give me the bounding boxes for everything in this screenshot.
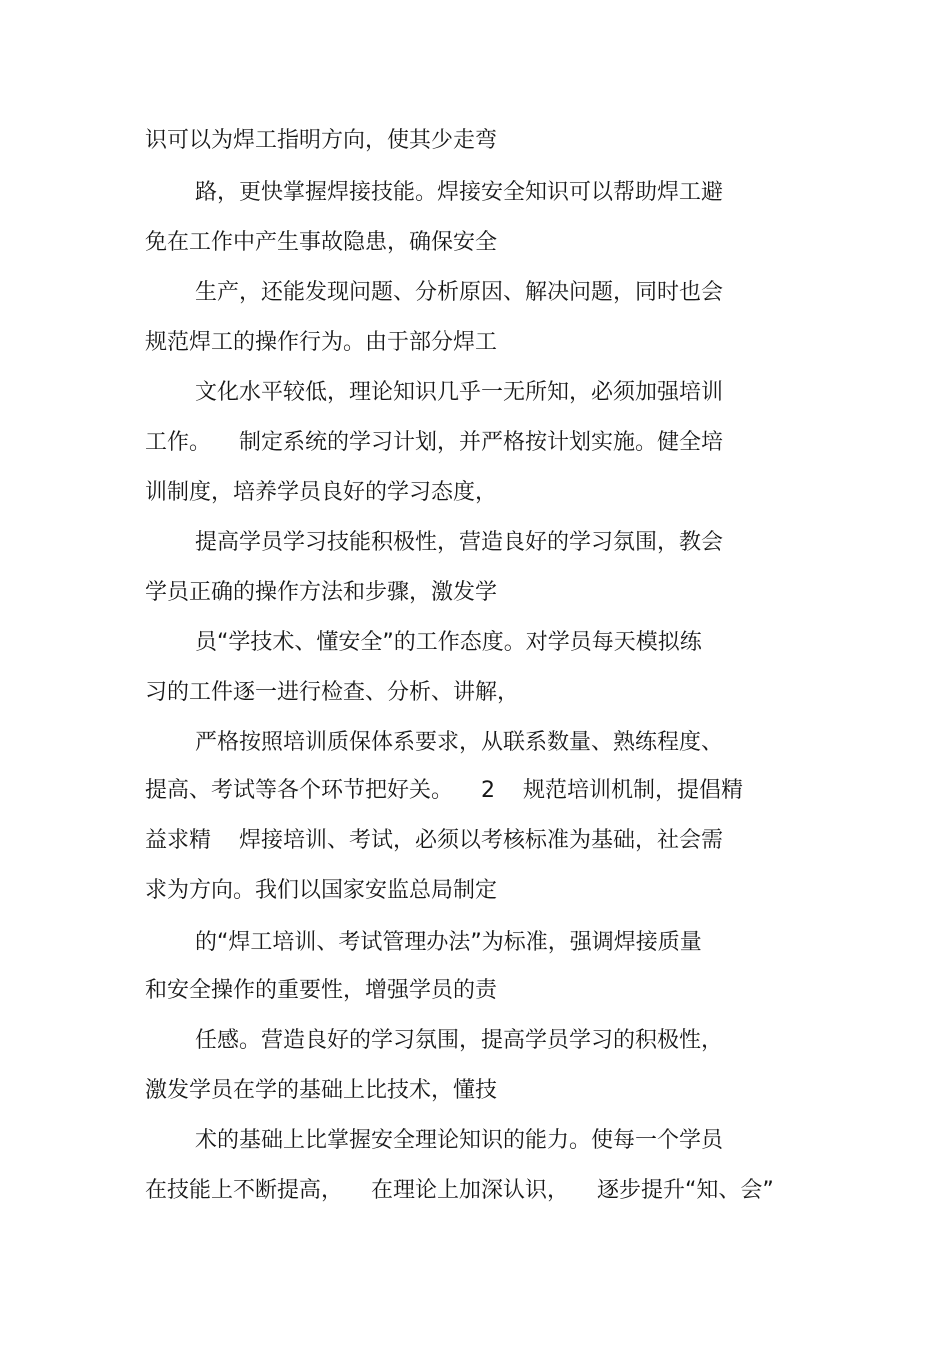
text-line: 免在工作中产生事故隐患，确保安全	[145, 230, 498, 255]
text-line: 生产，还能发现问题、分析原因、解决问题，同时也会	[195, 280, 724, 305]
text-line: 提高学员学习技能积极性，营造良好的学习氛围，教会	[195, 530, 724, 555]
text-line: 识可以为焊工指明方向，使其少走弯	[145, 128, 498, 153]
text-line: 求为方向。我们以国家安监总局制定	[145, 878, 498, 903]
text-line: 激发学员在学的基础上比技术，懂技	[145, 1078, 498, 1103]
text-line: 习的工件逐一进行检查、分析、讲解，	[145, 680, 520, 705]
text-line: 文化水平较低，理论知识几乎一无所知，必须加强培训	[195, 380, 724, 405]
text-line: 术的基础上比掌握安全理论知识的能力。使每一个学员	[195, 1128, 724, 1153]
text-line: 训制度，培养学员良好的学习态度，	[145, 480, 498, 505]
text-line: 和安全操作的重要性，增强学员的责	[145, 978, 498, 1003]
text-line: 益求精 焊接培训、考试，必须以考核标准为基础，社会需	[145, 828, 723, 853]
text-line: 路，更快掌握焊接技能。焊接安全知识可以帮助焊工避	[195, 180, 724, 205]
text-line: 员“学技术、懂安全”的工作态度。对学员每天模拟练	[195, 630, 702, 655]
text-line: 任感。营造良好的学习氛围，提高学员学习的积极性，	[195, 1028, 724, 1053]
text-line: 在技能上不断提高， 在理论上加深认识， 逐步提升“知、会”	[145, 1178, 774, 1203]
text-line: 严格按照培训质保体系要求，从联系数量、熟练程度、	[195, 730, 724, 755]
text-line: 学员正确的操作方法和步骤，激发学	[145, 580, 498, 605]
text-line: 提高、考试等各个环节把好关。 2 规范培训机制，提倡精	[145, 778, 743, 803]
text-line: 的“焊工培训、考试管理办法”为标准，强调焊接质量	[195, 930, 702, 955]
text-line: 工作。 制定系统的学习计划，并严格按计划实施。健全培	[145, 430, 723, 455]
text-line: 规范焊工的操作行为。由于部分焊工	[145, 330, 498, 355]
